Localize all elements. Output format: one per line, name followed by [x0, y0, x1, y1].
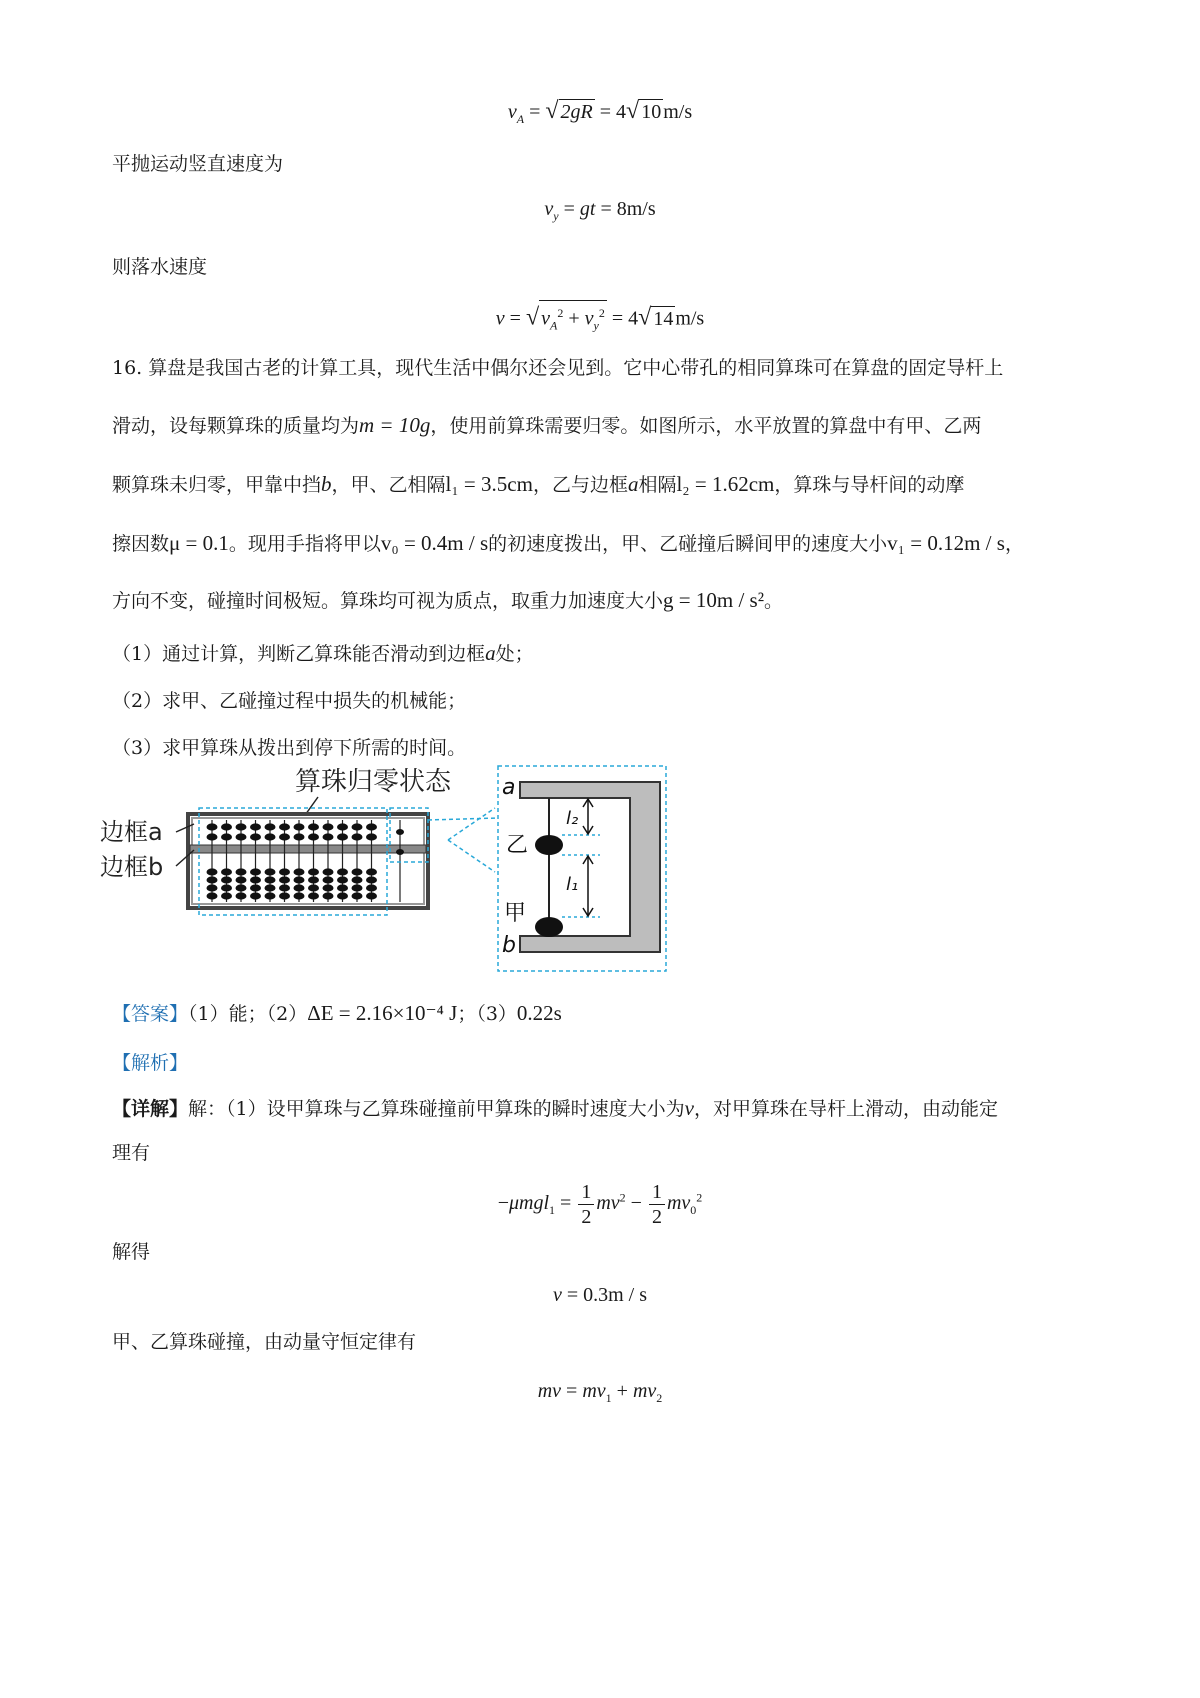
abacus-bead — [207, 833, 218, 840]
abacus-bead — [279, 823, 290, 830]
bead-yi — [535, 835, 563, 855]
abacus-bead — [352, 833, 363, 840]
problem-number: 16. — [112, 357, 143, 379]
delta-e-value: ΔE = 2.16×10⁻⁴ J — [307, 1001, 458, 1025]
abacus-bead — [265, 876, 276, 883]
problem-line-2: 滑动，设每颗算珠的质量均为m = 10g，使用前算珠需要归零。如图所示，水平放置的算盘中有甲、乙两 — [112, 413, 982, 437]
abacus-bead — [366, 884, 377, 891]
abacus-bead — [308, 823, 319, 830]
abacus-bead — [221, 868, 232, 875]
abacus-bead — [366, 833, 377, 840]
abacus-bead — [250, 884, 261, 891]
abacus-bead — [366, 868, 377, 875]
abacus-bead — [323, 876, 334, 883]
abacus-bead — [236, 833, 247, 840]
abacus-bead — [337, 823, 348, 830]
abacus-bead — [265, 868, 276, 875]
abacus-figure — [100, 760, 700, 985]
abacus-bead — [366, 892, 377, 899]
equation-va: $v_A$ = √ 2gR = 4√ 10 m/s — [507, 98, 693, 126]
g-value: g = 10m / s² — [663, 588, 764, 612]
abacus-bead — [250, 892, 261, 899]
problem-line-1: 16. 算盘是我国古老的计算工具，现代生活中偶尔还会见到。它中心带孔的相同算珠可在算盘的固定导杆上 — [112, 357, 1004, 379]
bead-jia — [535, 917, 563, 937]
frame-a-label: 边框a — [100, 818, 163, 846]
abacus-bead — [207, 876, 218, 883]
answer-tag: 【答案】 — [112, 1003, 189, 1025]
equation-momentum: mv = $mv_1 + mv_2$ — [537, 1380, 663, 1405]
abacus-bead — [352, 876, 363, 883]
mass-value: m = 10g — [359, 413, 431, 437]
problem-line-4: 擦因数μ = 0.1。现用手指将甲以v₀ = 0.4m / s的初速度拨出，甲、乙碰撞后瞬间甲的速度大小v₁ = 0.12m / s， — [112, 531, 1024, 555]
abacus-bead — [221, 876, 232, 883]
figure-title: 算珠归零状态 — [295, 767, 452, 797]
equation-v: v = √ $v_A^2 + v_y^2 = 4√$ 14 m/s — [0, 300, 1200, 338]
label-l2: l₂ — [566, 808, 579, 829]
abacus-bead — [221, 823, 232, 830]
abacus-bead — [366, 823, 377, 830]
v0-value: v₀ = 0.4m / s — [380, 531, 489, 555]
abacus-bead — [294, 868, 305, 875]
abacus-bead — [236, 823, 247, 830]
abacus-bead — [352, 823, 363, 830]
abacus-bead — [279, 868, 290, 875]
abacus-bead — [352, 892, 363, 899]
abacus-bead — [236, 884, 247, 891]
abacus-bead — [221, 892, 232, 899]
abacus-bead — [279, 884, 290, 891]
equation-vy: $v_y$ = gt = 8m/s — [544, 198, 656, 223]
abacus-bead — [308, 833, 319, 840]
label-yi: 乙 — [506, 833, 529, 858]
detail-line-1: 【详解】解：（1）设甲算珠与乙算珠碰撞前甲算珠的瞬时速度大小为v，对甲算珠在导杆上滑动，由动能定 — [112, 1096, 998, 1120]
label-jia: 甲 — [504, 901, 527, 926]
abacus-bead — [323, 868, 334, 875]
abacus-bead — [323, 892, 334, 899]
abacus-bead — [207, 892, 218, 899]
abacus-bead — [250, 823, 261, 830]
l1-value: l₁ = 3.5cm — [445, 472, 533, 496]
abacus-bead — [294, 833, 305, 840]
abacus-bead — [265, 884, 276, 891]
abacus-bead — [294, 876, 305, 883]
abacus-bead — [279, 892, 290, 899]
abacus-bead — [396, 849, 404, 855]
abacus-bead — [323, 823, 334, 830]
equation-energy: −μmgl$_1$ = $\frac{1}{2}$ $mv^2$ − $\frac{1}{2}$ $mv_0^2$ — [497, 1181, 703, 1228]
abacus-bead — [250, 868, 261, 875]
abacus-bead — [221, 833, 232, 840]
answer-line: 【答案】（1）能；（2）ΔE = 2.16×10⁻⁴ J；（3）0.22s — [112, 1001, 562, 1025]
abacus-bead — [294, 823, 305, 830]
abacus-bead — [308, 876, 319, 883]
abacus-bead — [366, 876, 377, 883]
abacus-bead — [308, 868, 319, 875]
equation-v-result: v = 0.3m / s — [552, 1284, 648, 1306]
question-2: （2）求甲、乙碰撞过程中损失的机械能； — [112, 690, 467, 712]
abacus-bead — [279, 833, 290, 840]
abacus-bead — [352, 868, 363, 875]
question-3: （3）求甲算珠从拨出到停下所需的时间。 — [112, 737, 467, 759]
v1-value: v₁ = 0.12m / s — [887, 531, 1005, 555]
abacus-bead — [265, 833, 276, 840]
analysis-tag: 【解析】 — [112, 1052, 189, 1074]
abacus-bead — [207, 868, 218, 875]
abacus-bead — [236, 876, 247, 883]
abacus-bead — [279, 876, 290, 883]
abacus-bead — [250, 876, 261, 883]
l2-value: l₂ = 1.62cm — [676, 472, 775, 496]
v-intro-text: 则落水速度 — [112, 256, 208, 278]
vy-intro-text: 平抛运动竖直速度为 — [112, 153, 284, 175]
abacus-bead — [337, 892, 348, 899]
problem-line-3: 颗算珠未归零，甲靠中挡b，甲、乙相隔l₁ = 3.5cm，乙与边框a相隔l₂ = 1.62cm，算珠与导杆间的动摩 — [112, 472, 965, 496]
label-b: b — [502, 933, 516, 958]
abacus-bead — [207, 823, 218, 830]
abacus-bead — [352, 884, 363, 891]
frame-b-label: 边框b — [100, 853, 164, 881]
abacus-bead — [236, 868, 247, 875]
abacus-bead — [236, 892, 247, 899]
abacus-bead — [323, 884, 334, 891]
abacus-bead — [294, 884, 305, 891]
label-a: a — [502, 775, 516, 800]
solve-text: 解得 — [112, 1241, 151, 1263]
abacus-bead — [337, 833, 348, 840]
abacus-bead — [323, 833, 334, 840]
abacus-bead — [265, 823, 276, 830]
momentum-text: 甲、乙算珠碰撞，由动量守恒定律有 — [112, 1331, 417, 1353]
abacus-bead — [250, 833, 261, 840]
problem-line-5: 方向不变，碰撞时间极短。算珠均可视为质点，取重力加速度大小g = 10m / s²。 — [112, 588, 784, 612]
abacus-bead — [294, 892, 305, 899]
abacus-bead — [265, 892, 276, 899]
abacus-bead — [207, 884, 218, 891]
detail-tag: 【详解】 — [112, 1098, 189, 1120]
abacus-bead — [308, 884, 319, 891]
abacus-bead — [337, 868, 348, 875]
abacus-bead — [396, 829, 404, 835]
time-value: 0.22s — [516, 1001, 562, 1025]
abacus-bead — [337, 884, 348, 891]
abacus-bead — [337, 876, 348, 883]
abacus-bead — [221, 884, 232, 891]
label-l1: l₁ — [566, 874, 579, 895]
abacus-bead — [308, 892, 319, 899]
mu-value: μ = 0.1 — [169, 531, 229, 555]
question-1: （1）通过计算，判断乙算珠能否滑动到边框a处； — [112, 641, 534, 665]
detail-line-2: 理有 — [112, 1142, 151, 1164]
